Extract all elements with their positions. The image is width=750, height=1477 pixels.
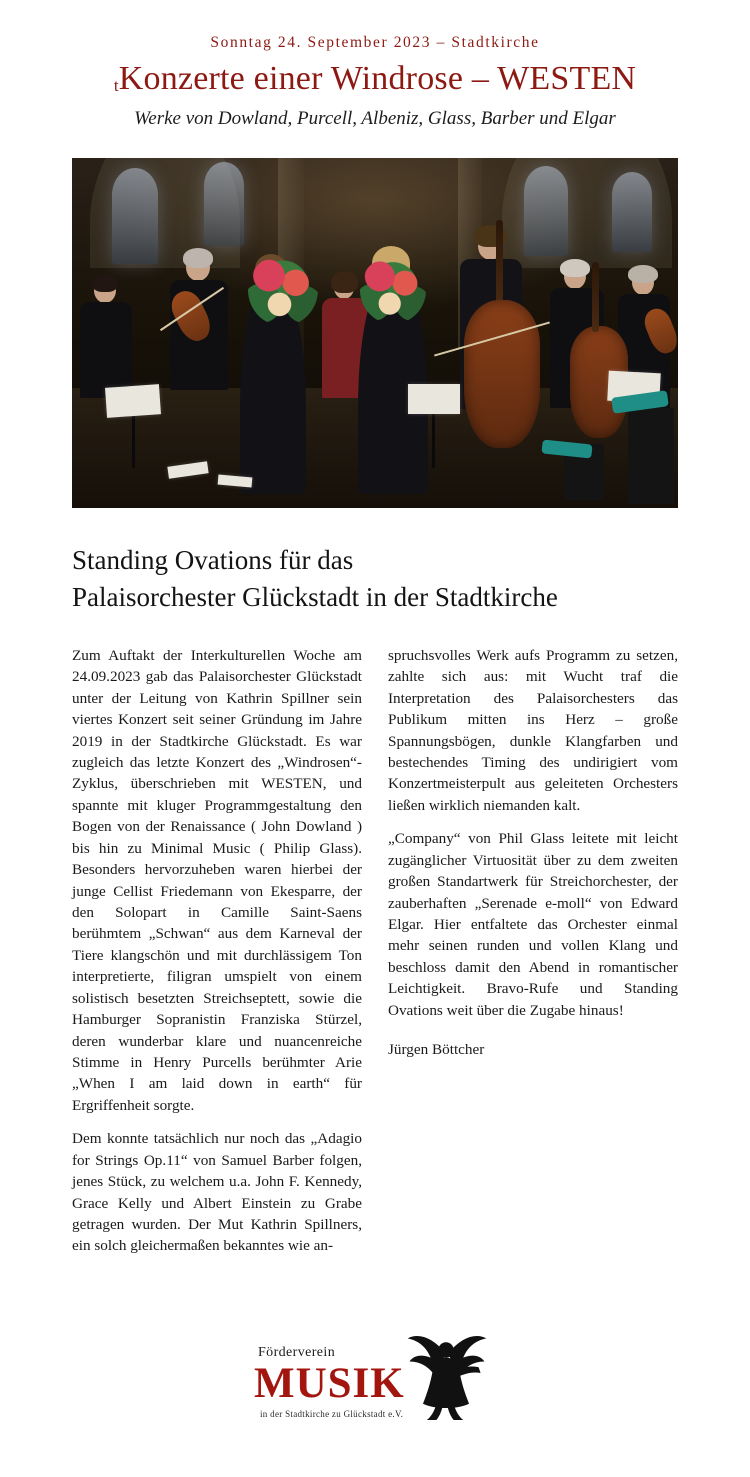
- title-text: Konzerte einer Windrose – WESTEN: [118, 60, 637, 97]
- title-lead-char: t: [113, 76, 119, 95]
- logo-main-text: MUSIK: [254, 1359, 405, 1407]
- event-date-venue: Sonntag 24. September 2023 – Stadtkirche: [210, 34, 540, 51]
- paragraph: spruchsvolles Werk aufs Programm zu setzen, zahlte sich aus: mit Wucht traf die Interpretation des Palaisorchesters das Publikum mitten ins Herz – große Spannungsbögen, dunkle Klangfarben und bestechendes Timing des undirigiert vom Konzertmeisterpult aus geleiteten Orchesters ließen wirklich niemanden kalt.: [388, 646, 678, 814]
- program-subtitle: Werke von Dowland, Purcell, Albeniz, Glass, Barber und Elgar: [134, 108, 616, 130]
- footer: [0, 1323, 750, 1477]
- angel-icon: [398, 1325, 494, 1421]
- paragraph: „Company“ von Phil Glass leitete mit leicht zugänglicher Virtuosität über zu dem zweiten großen Standartwerk für Streichorchester, der zauberhaften „Serenade e-moll“ von Edward Elgar. Hier entfaltete das Orchester einmal mehr seinen runden und vollen Klang und beschloss damit den Abend in romantischer Leichtigkeit. Bravo-Rufe und Standing Ovations weit über die Zugabe hinaus!: [388, 830, 678, 1019]
- headline-line-2: Palaisorchester Glückstadt in der Stadtkirche: [72, 581, 558, 612]
- logo-top-text: Förderverein: [258, 1344, 336, 1360]
- paragraph: Dem konnte tatsächlich nur noch das „Adagio for Strings Op.11“ von Samuel Barber folgen, jenes Stück, zu welchem u.a. John F. Kennedy, Grace Kelly und Albert Einstein zu Grabe getragen wurden. Der Mut Kathrin Spillners, ein solch gleichermaßen bekanntes wie an-: [72, 1130, 362, 1255]
- concert-photo-image: [72, 158, 678, 508]
- article-headline: [72, 542, 678, 615]
- article-columns: [72, 645, 678, 1269]
- page-title: [0, 60, 750, 98]
- article: [72, 542, 678, 1269]
- paragraph: Zum Auftakt der Interkulturellen Woche am 24.09.2023 gab das Palaisorchester Glückstadt unter der Leitung von Kathrin Spillner sein viertes Konzert seit seiner Gründung im Jahre 2019 in der Stadtkirche Glückstadt. Es war zugleich das letzte Konzert des „Windrosen“-Zyklus, überschrieben mit WESTEN, und spannte mit kluger Programmgestaltung den Bogen von der Renaissance ( John Dowland ) bis hin zu Minimal Music ( Philip Glass). Besonders hervorzuheben waren hierbei der junge Cellist Friedemann von Ekesparre, der den Solopart in Camille Saint-Saens berühmtem „Schwan“ aus dem Karneval der Tiere klangschön und mit durchlässigem Ton interpretierte, filigran umspielt von einem solistisch besetzten Streichseptett, sowie die Hamburger Sopranistin Franziska Stürzel, deren wunderbar klare und nuancenreiche Stimme in Henry Purcells berühmter Arie „When I am laid down in earth“ für Ergriffenheit sorgte.: [72, 646, 362, 1114]
- article-column-right: [388, 645, 678, 1269]
- page-header: [0, 0, 750, 130]
- foerderverein-musik-logo: [250, 1323, 500, 1431]
- logo-sub-text: in der Stadtkirche zu Glückstadt e.V.: [260, 1408, 404, 1419]
- headline-line-1: Standing Ovations für das: [72, 545, 354, 576]
- concert-photo: [72, 158, 678, 508]
- article-column-left: [72, 645, 362, 1269]
- article-byline: Jürgen Böttcher: [388, 1041, 485, 1059]
